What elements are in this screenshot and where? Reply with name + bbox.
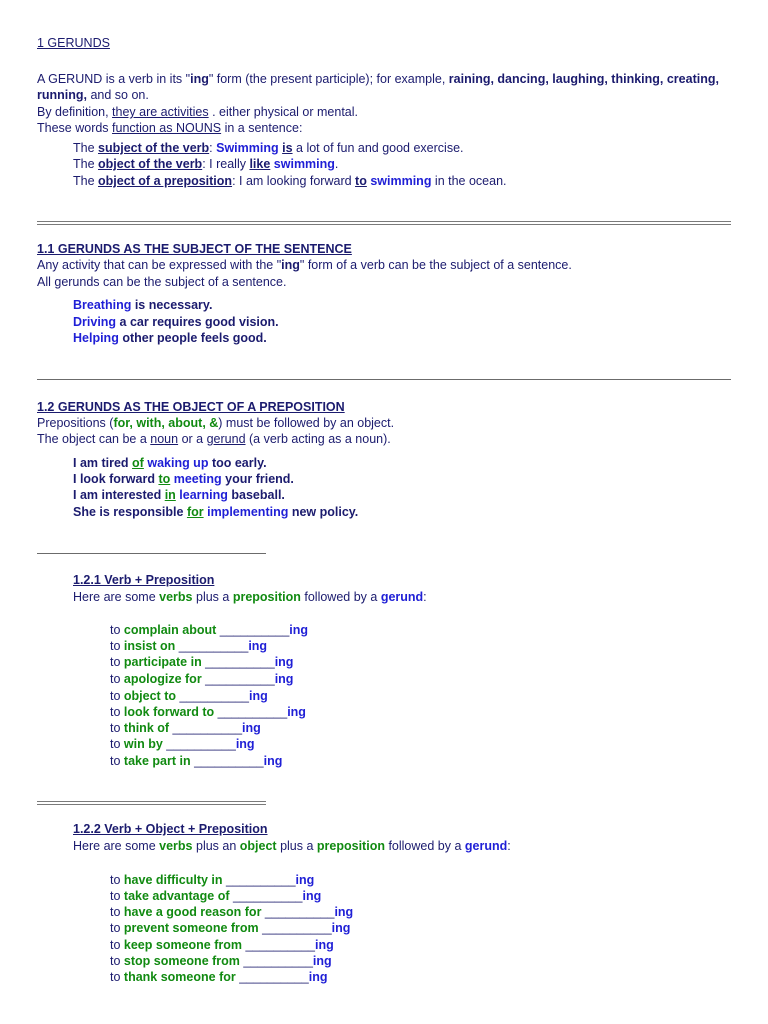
verb-object-preposition-item: to thank someone for __________ing — [110, 970, 328, 984]
section-1-heading: 1 GERUNDS — [37, 36, 110, 50]
subject-example: Helping other people feels good. — [73, 331, 267, 345]
verb-object-preposition-item: to have a good reason for __________ing — [110, 905, 354, 919]
section-divider-double — [37, 221, 731, 225]
preposition-example: I look forward to meeting your friend. — [73, 472, 294, 486]
verb-object-preposition-item: to prevent someone from __________ing — [110, 921, 351, 935]
verb-object-preposition-intro: Here are some verbs plus an object plus a preposition followed by a gerund: — [73, 839, 511, 853]
preposition-example: She is responsible for implementing new policy. — [73, 505, 359, 519]
verb-preposition-item: to take part in __________ing — [110, 754, 283, 768]
preposition-explanation-line: Prepositions (for, with, about, &) must be followed by an object. — [37, 416, 395, 430]
verb-preposition-item: to object to __________ing — [110, 689, 268, 703]
subsection-divider-single — [37, 553, 266, 554]
subject-explanation-line-2: All gerunds can be the subject of a sentence. — [37, 275, 287, 289]
verb-object-preposition-item: to stop someone from __________ing — [110, 954, 332, 968]
verb-preposition-item: to insist on __________ing — [110, 639, 268, 653]
verb-preposition-item: to look forward to __________ing — [110, 705, 306, 719]
verb-preposition-intro: Here are some verbs plus a preposition followed by a gerund: — [73, 590, 427, 604]
example-object-of-verb: The object of the verb: I really like swimming. — [73, 157, 339, 171]
verb-object-preposition-item: to take advantage of __________ing — [110, 889, 322, 903]
activities-line: By definition, they are activities . either physical or mental. — [37, 105, 358, 119]
subject-example: Breathing is necessary. — [73, 298, 213, 312]
verb-object-preposition-item: to keep someone from __________ing — [110, 938, 334, 952]
preposition-example: I am interested in learning baseball. — [73, 488, 285, 502]
section-1-2-1-heading: 1.2.1 Verb + Preposition — [73, 573, 215, 587]
gerund-definition-line-2: running, and so on. — [37, 88, 149, 102]
nouns-line: These words function as NOUNS in a sentence: — [37, 121, 303, 135]
subsection-divider-double — [37, 801, 266, 805]
verb-preposition-item: to win by __________ing — [110, 737, 255, 751]
subject-explanation-line: Any activity that can be expressed with the "ing" form of a verb can be the subject of a sentence. — [37, 258, 572, 272]
subject-example: Driving a car requires good vision. — [73, 315, 279, 329]
verb-preposition-item: to participate in __________ing — [110, 655, 294, 669]
example-object-of-preposition: The object of a preposition: I am looking forward to swimming in the ocean. — [73, 174, 507, 188]
verb-object-preposition-item: to have difficulty in __________ing — [110, 873, 315, 887]
section-1-2-2-heading: 1.2.2 Verb + Object + Preposition — [73, 822, 268, 836]
verb-preposition-item: to apologize for __________ing — [110, 672, 294, 686]
section-1-2-heading: 1.2 GERUNDS AS THE OBJECT OF A PREPOSITION — [37, 400, 345, 414]
verb-preposition-item: to complain about __________ing — [110, 623, 309, 637]
example-subject-of-verb: The subject of the verb: Swimming is a lot of fun and good exercise. — [73, 141, 464, 155]
section-divider-single — [37, 379, 731, 380]
verb-preposition-item: to think of __________ing — [110, 721, 261, 735]
object-explanation-line: The object can be a noun or a gerund (a verb acting as a noun). — [37, 432, 391, 446]
preposition-example: I am tired of waking up too early. — [73, 456, 267, 470]
gerund-definition-line: A GERUND is a verb in its "ing" form (the present participle); for example, raining, dancing, laughing, thinking, creating, — [37, 72, 719, 86]
section-1-1-heading: 1.1 GERUNDS AS THE SUBJECT OF THE SENTENCE — [37, 242, 352, 256]
